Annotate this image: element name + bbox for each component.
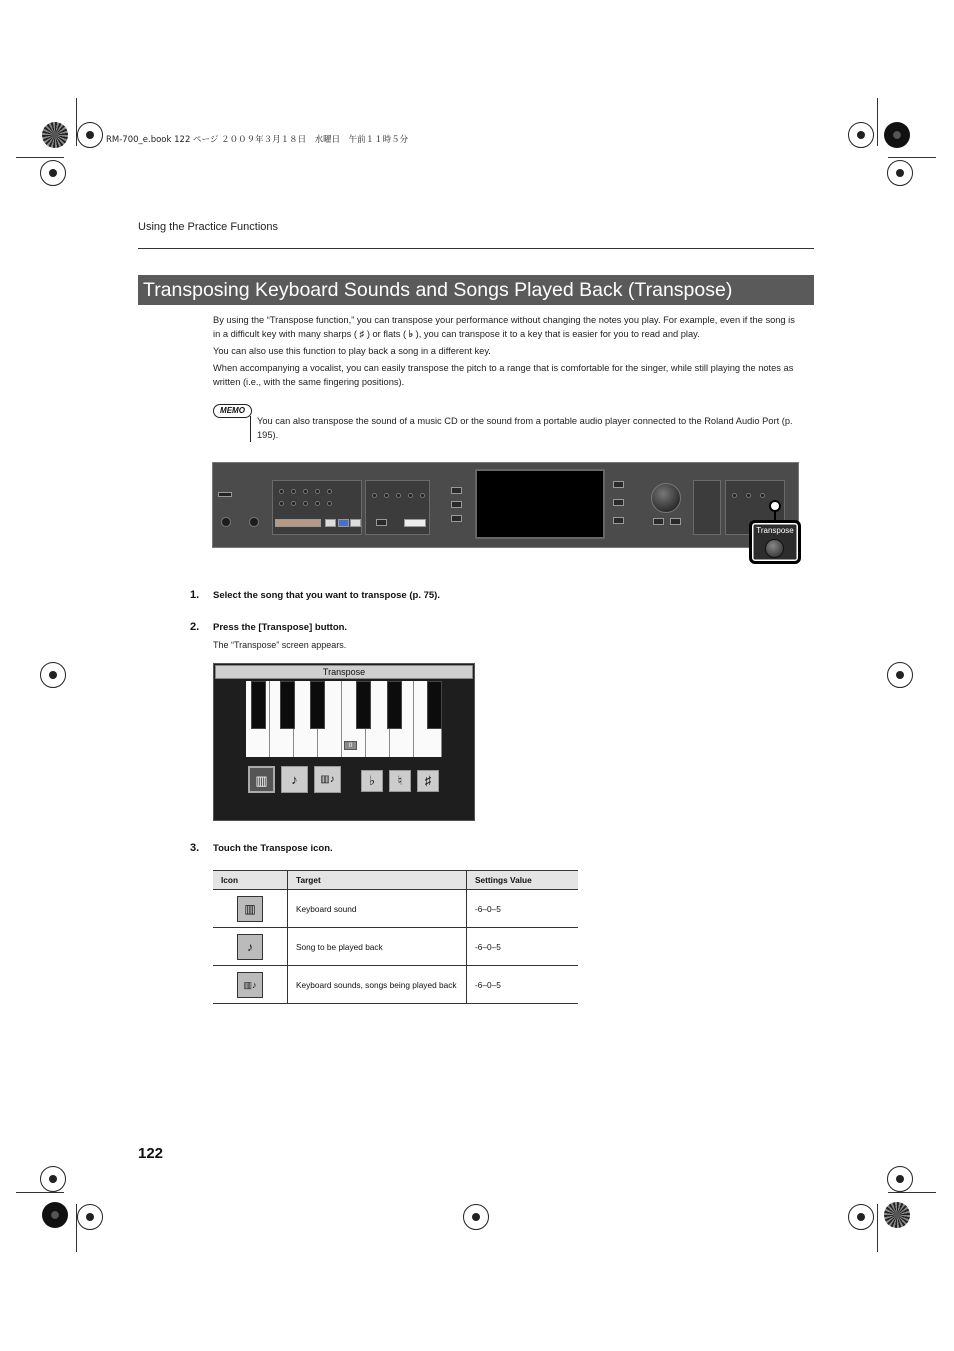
black-key [251, 681, 266, 729]
tone-led-7 [291, 501, 296, 506]
black-key [387, 681, 402, 729]
tone-led-10 [327, 501, 332, 506]
tone-led-6 [279, 501, 284, 506]
flat-icon[interactable] [361, 770, 383, 792]
display-screen [475, 469, 605, 539]
sharp-glyph: ♯ [424, 773, 432, 788]
voice-button-1 [376, 519, 387, 526]
sharp-icon[interactable] [417, 770, 439, 792]
keyboard-song-glyph: ▥♪ [320, 774, 335, 785]
header-rule [138, 248, 814, 249]
memo-divider [250, 416, 251, 442]
voice-led-5 [420, 493, 425, 498]
song-glyph: ♪ [291, 772, 298, 787]
track-led-3 [760, 493, 765, 498]
column-header-target: Target [288, 871, 467, 890]
metronome-section [693, 480, 721, 535]
transpose-screen [213, 663, 475, 821]
keyboard-icon [237, 896, 263, 922]
intro-paragraph-3: When accompanying a vocalist, you can easily transpose the pitch to a range that is comfortable for the singer, while still playing the notes as written (i.e., with the same fingering positions). [213, 363, 794, 387]
flat-symbol: ♭ [408, 329, 414, 339]
track-led-1 [732, 493, 737, 498]
table-row [213, 966, 578, 1004]
memo-badge: MEMO [213, 404, 252, 418]
voice-section [365, 480, 430, 535]
keyboard-song-glyph: ▥♪ [243, 979, 257, 990]
transpose-callout-label: Transpose [756, 526, 794, 535]
tone-led-5 [327, 489, 332, 494]
table-cell-target: Song to be played back [288, 928, 467, 966]
exit-button [653, 518, 664, 525]
table-cell-icon [213, 966, 288, 1004]
panel-indicator [218, 492, 232, 497]
intro-p1-c: ), you can transpose it to a key that is easier for you to read and play. [413, 329, 700, 339]
twin-piano-button [350, 519, 361, 527]
voice-led-1 [372, 493, 377, 498]
voice-led-2 [384, 493, 389, 498]
intro-paragraph-1 [213, 313, 803, 341]
intro-p1-a: By using the “Transpose function,” you can transpose your performance without changing the notes you play. For example, even if the song is in a difficult key with many sharps ( [213, 315, 795, 339]
tone-led-9 [315, 501, 320, 506]
black-key [427, 681, 442, 729]
tone-led-3 [303, 489, 308, 494]
callout-pointer [769, 500, 781, 512]
black-key [310, 681, 325, 729]
step-3-text: Touch the Transpose icon. [213, 843, 333, 854]
natural-glyph: ♮ [397, 773, 403, 788]
intro-paragraph-2: You can also use this function to play back a song in a different key. [213, 346, 491, 356]
transpose-icon-table [213, 870, 578, 1004]
page-number: 122 [138, 1145, 164, 1162]
tone-led-1 [279, 489, 284, 494]
sharp-symbol: ♯ [359, 329, 365, 339]
flat-glyph: ♭ [368, 773, 376, 788]
step-2-subtext: The “Transpose” screen appears. [213, 640, 347, 650]
keyboard-glyph: ▥ [255, 773, 268, 788]
memo-text: You can also transpose the sound of a music CD or the sound from a portable audio player connected to the Roland Audio Port (p. 195). [257, 416, 793, 440]
screen-title: Transpose [215, 665, 473, 679]
keyboard-glyph: ▥ [244, 901, 256, 916]
black-key [356, 681, 371, 729]
keyboard-icon[interactable] [248, 766, 275, 793]
print-header: RM-700_e.book 122 ページ ２００９年３月１８日 水曜日 午前１１時５分 [106, 135, 409, 145]
step-2-number: 2. [190, 621, 200, 633]
balance-knob [249, 517, 259, 527]
tone-led-4 [315, 489, 320, 494]
tone-section [272, 480, 362, 535]
menu-button [670, 518, 681, 525]
song-button-3 [613, 517, 624, 524]
table-row [213, 890, 578, 928]
one-touch-program [404, 519, 426, 527]
piano-roll-button [451, 515, 462, 522]
dial-knob [651, 483, 681, 513]
song-button-2 [613, 499, 624, 506]
variation-buttons [275, 519, 321, 527]
song-button-1 [613, 481, 624, 488]
column-header-settings-value: Settings Value [467, 871, 579, 890]
tone-led-8 [303, 501, 308, 506]
song-icon[interactable] [281, 766, 308, 793]
volume-knob [221, 517, 231, 527]
intro-p1-b: ) or flats ( [364, 329, 409, 339]
voice-led-3 [396, 493, 401, 498]
music-rest-button [451, 501, 462, 508]
transpose-value: 0 [344, 741, 357, 750]
song-icon [237, 934, 263, 960]
split-button [325, 519, 336, 527]
table-cell-icon [213, 890, 288, 928]
table-row [213, 928, 578, 966]
instrument-panel-illustration [212, 462, 799, 548]
black-key [280, 681, 295, 729]
song-glyph: ♪ [247, 939, 253, 954]
track-led-2 [746, 493, 751, 498]
table-cell-target: Keyboard sounds, songs being played back [288, 966, 467, 1004]
dual-button [338, 519, 349, 527]
table-cell-value: -6–0–5 [467, 890, 579, 928]
tone-led-2 [291, 489, 296, 494]
natural-icon[interactable] [389, 770, 411, 792]
keyboard-song-icon [237, 972, 263, 998]
table-cell-icon [213, 928, 288, 966]
table-cell-value: -6–0–5 [467, 928, 579, 966]
table-cell-target: Keyboard sound [288, 890, 467, 928]
step-2-text: Press the [Transpose] button. [213, 622, 348, 633]
rhythm-button [451, 487, 462, 494]
step-3-number: 3. [190, 842, 200, 854]
voice-led-4 [408, 493, 413, 498]
page-title: Transposing Keyboard Sounds and Songs Played Back (Transpose) [138, 275, 814, 305]
transpose-button[interactable] [765, 539, 784, 558]
step-1-number: 1. [190, 589, 200, 601]
step-1-text: Select the song that you want to transpose (p. 75). [213, 590, 440, 601]
column-header-icon: Icon [213, 871, 288, 890]
section-heading: Using the Practice Functions [138, 221, 279, 233]
table-header-row [213, 871, 578, 890]
table-cell-value: -6–0–5 [467, 966, 579, 1004]
keyboard-song-icon[interactable] [314, 766, 341, 793]
